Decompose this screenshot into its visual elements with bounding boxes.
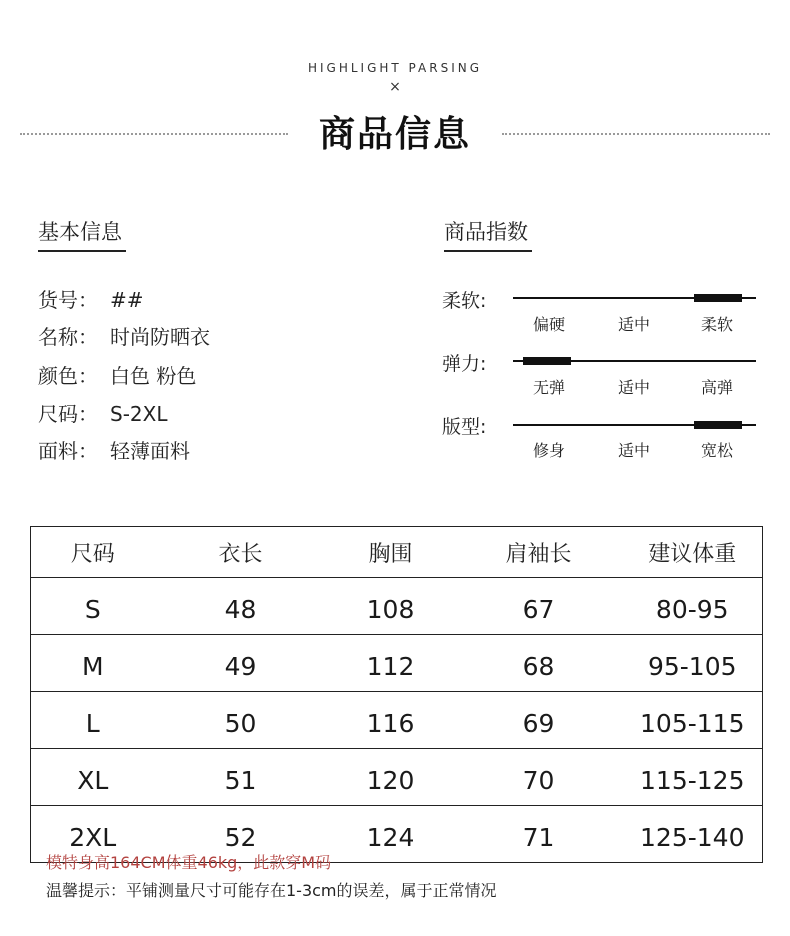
- basic-info-underline: [38, 250, 126, 252]
- fit-marker: [694, 421, 742, 429]
- table-cell: 69: [455, 692, 623, 749]
- table-cell: 68: [455, 635, 623, 692]
- table-cell: 124: [327, 806, 455, 863]
- info-label: 颜色: [38, 364, 78, 388]
- elasticity-option: 高弹: [700, 378, 733, 397]
- info-row-color: 颜色： 白色 粉色: [38, 360, 196, 389]
- table-cell: 67: [455, 578, 623, 635]
- column-header: 尺码: [31, 527, 155, 578]
- table-cell: 80-95: [623, 578, 763, 635]
- table-cell: 115-125: [623, 749, 763, 806]
- info-label: 面料: [38, 439, 78, 463]
- table-header-row: [31, 527, 763, 578]
- model-note: 模特身高164CM体重46kg，此款穿M码: [46, 853, 332, 872]
- fit-option: 适中: [617, 441, 650, 460]
- softness-option: 偏硬: [532, 315, 565, 334]
- info-row-fabric: 面料： 轻薄面料: [38, 435, 190, 464]
- softness-option: 柔软: [700, 315, 733, 334]
- softness-label: 柔软:: [442, 290, 487, 312]
- table-cell: 70: [455, 749, 623, 806]
- info-value: 白色 粉色: [110, 364, 197, 388]
- table-row: [31, 578, 763, 635]
- size-table: [30, 526, 763, 863]
- column-header: 衣长: [155, 527, 327, 578]
- product-index-underline: [444, 250, 532, 252]
- table-cell: 50: [155, 692, 327, 749]
- info-label: 名称: [38, 325, 78, 349]
- table-cell: 120: [327, 749, 455, 806]
- product-index-title: 商品指数: [444, 220, 528, 244]
- table-cell: 48: [155, 578, 327, 635]
- table-cell: L: [31, 692, 155, 749]
- elasticity-label: 弹力:: [442, 353, 487, 375]
- header-x-mark: ×: [389, 79, 401, 95]
- info-row-size: 尺码： S-2XL: [38, 398, 167, 427]
- fit-option: 修身: [532, 441, 565, 460]
- column-header: 胸围: [327, 527, 455, 578]
- info-value: ##: [110, 288, 144, 312]
- elasticity-option: 无弹: [532, 378, 565, 397]
- table-cell: S: [31, 578, 155, 635]
- table-cell: M: [31, 635, 155, 692]
- table-cell: 51: [155, 749, 327, 806]
- table-cell: 2XL: [31, 806, 155, 863]
- info-value: 时尚防晒衣: [110, 325, 210, 349]
- column-header: 肩袖长: [455, 527, 623, 578]
- fit-label: 版型:: [442, 416, 487, 438]
- table-cell: 71: [455, 806, 623, 863]
- header-subtitle: HIGHLIGHT PARSING: [307, 61, 483, 75]
- info-label: 尺码: [38, 402, 78, 426]
- softness-option: 适中: [617, 315, 650, 334]
- table-cell: 105-115: [623, 692, 763, 749]
- info-row-item-number: 货号： ##: [38, 284, 144, 313]
- table-cell: 49: [155, 635, 327, 692]
- table-cell: 95-105: [623, 635, 763, 692]
- column-header: 建议体重: [623, 527, 763, 578]
- info-row-name: 名称： 时尚防晒衣: [38, 321, 210, 350]
- softness-marker: [694, 294, 742, 302]
- table-row: [31, 692, 763, 749]
- table-cell: 116: [327, 692, 455, 749]
- fit-option: 宽松: [700, 441, 733, 460]
- page-title: 商品信息: [318, 114, 471, 155]
- elasticity-marker: [523, 357, 571, 365]
- table-cell: 108: [327, 578, 455, 635]
- table-row: [31, 635, 763, 692]
- elasticity-option: 适中: [617, 378, 650, 397]
- measurement-tip: 温馨提示：平铺测量尺寸可能存在1-3cm的误差，属于正常情况: [46, 881, 497, 900]
- table-cell: 112: [327, 635, 455, 692]
- info-label: 货号: [38, 288, 78, 312]
- info-value: 轻薄面料: [110, 439, 190, 463]
- info-value: S-2XL: [110, 402, 168, 426]
- right-dotted-divider: [502, 133, 770, 135]
- table-cell: XL: [31, 749, 155, 806]
- table-cell: 125-140: [623, 806, 763, 863]
- basic-info-title: 基本信息: [38, 220, 122, 244]
- table-row: [31, 749, 763, 806]
- table-cell: 52: [155, 806, 327, 863]
